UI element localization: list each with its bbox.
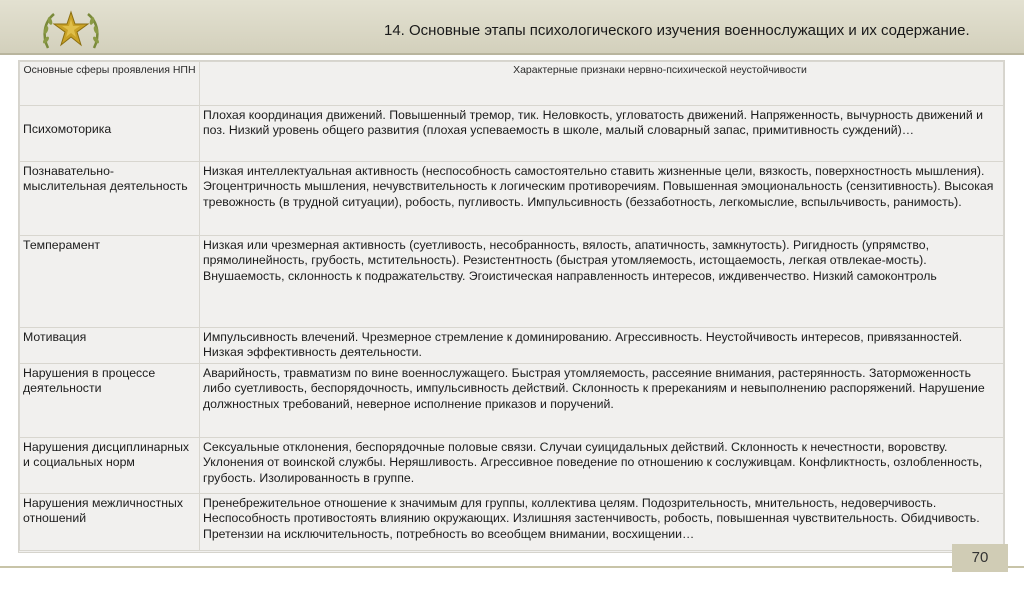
table-row: [20, 364, 1004, 438]
sphere-cell: Познавательно-мыслительная деятельность: [20, 162, 200, 236]
footer-divider: [0, 566, 1024, 568]
sphere-cell: Нарушения дисциплинарных и социальных норм: [20, 438, 200, 494]
table-row: [20, 162, 1004, 236]
signs-cell: Низкая интеллектуальная активность (неспособность самостоятельно ставить жизненные цели, вязкость, поверхностность мышления). Эгоцентричность мышления, нечувствительность к логическим противоречиям. Повышенная эмоциональность (сензитивность). Высокая тревожность (в трудной ситуации), робость, пугливость. Импульсивность (беззаботность, легкомыслие, вспыльчивость, ранимость).: [200, 162, 1004, 236]
table-header-row: [20, 62, 1004, 106]
sphere-cell: Психомоторика: [20, 106, 200, 162]
signs-cell: Низкая или чрезмерная активность (суетливость, несобранность, вялость, апатичность, замкнутость). Ригидность (упрямство, прямолинейность, грубость, мстительность). Резистентность (быстрая утомляемость, истощаемость, легкая отвлекае-мость). Внушаемость, склонность к подражательству. Эгоистическая направленность интересов, иждивенчество. Низкий самоконтроль: [200, 236, 1004, 328]
table-row: [20, 106, 1004, 162]
table-row: [20, 328, 1004, 364]
signs-cell: Плохая координация движений. Повышенный тремор, тик. Неловкость, угловатость движений. Напряженность, вычурность движений и поз. Низкий уровень общего развития (плохая успеваемость в школе, малый словарный запас, примитивность суждений)…: [200, 106, 1004, 162]
column-header-sphere: Основные сферы проявления НПН: [20, 62, 200, 106]
npn-signs-table: [18, 60, 1005, 553]
table-row: [20, 494, 1004, 551]
column-header-signs: Характерные признаки нервно-психической неустойчивости: [200, 62, 1004, 106]
signs-cell: Сексуальные отклонения, беспорядочные половые связи. Случаи суицидальных действий. Склонность к нечестности, воровству. Уклонения от воинской службы. Неряшливость. Агрессивное поведение по отношению к сослуживцам. Конфликтность, озлобленность, грубость. Изолированность в группе.: [200, 438, 1004, 494]
signs-cell: Аварийность, травматизм по вине военнослужащего. Быстрая утомляемость, рассеяние внимания, растерянность. Заторможенность либо суетливость, беспорядочность, импульсивность действий. Склонность к пререканиям и невыполнению распоряжений. Нарушение должностных требований, неверное исполнение приказов и поручений.: [200, 364, 1004, 438]
signs-cell: Импульсивность влечений. Чрезмерное стремление к доминированию. Агрессивность. Неустойчивость интересов, привязанностей. Низкая эффективность деятельности.: [200, 328, 1004, 364]
slide-header: [0, 0, 1024, 55]
slide-title: 14. Основные этапы психологического изучения военнослужащих и их содержание.: [384, 22, 970, 39]
page-number-badge: 70: [952, 544, 1008, 572]
sphere-cell: Нарушения межличностных отношений: [20, 494, 200, 551]
signs-cell: Пренебрежительное отношение к значимым для группы, коллектива целям. Подозрительность, мнительность, недоверчивость. Неспособность противостоять влиянию окружающих. Излишняя застенчивость, робость, повышенная чувствительность. Обидчивость. Претензии на исключительность, потребность во всеобщем внимании, восхищении…: [200, 494, 1004, 551]
sphere-cell: Темперамент: [20, 236, 200, 328]
sphere-cell: Мотивация: [20, 328, 200, 364]
army-star-emblem-icon: [40, 8, 102, 52]
table-row: [20, 236, 1004, 328]
table-row: [20, 438, 1004, 494]
sphere-cell: Нарушения в процессе деятельности: [20, 364, 200, 438]
